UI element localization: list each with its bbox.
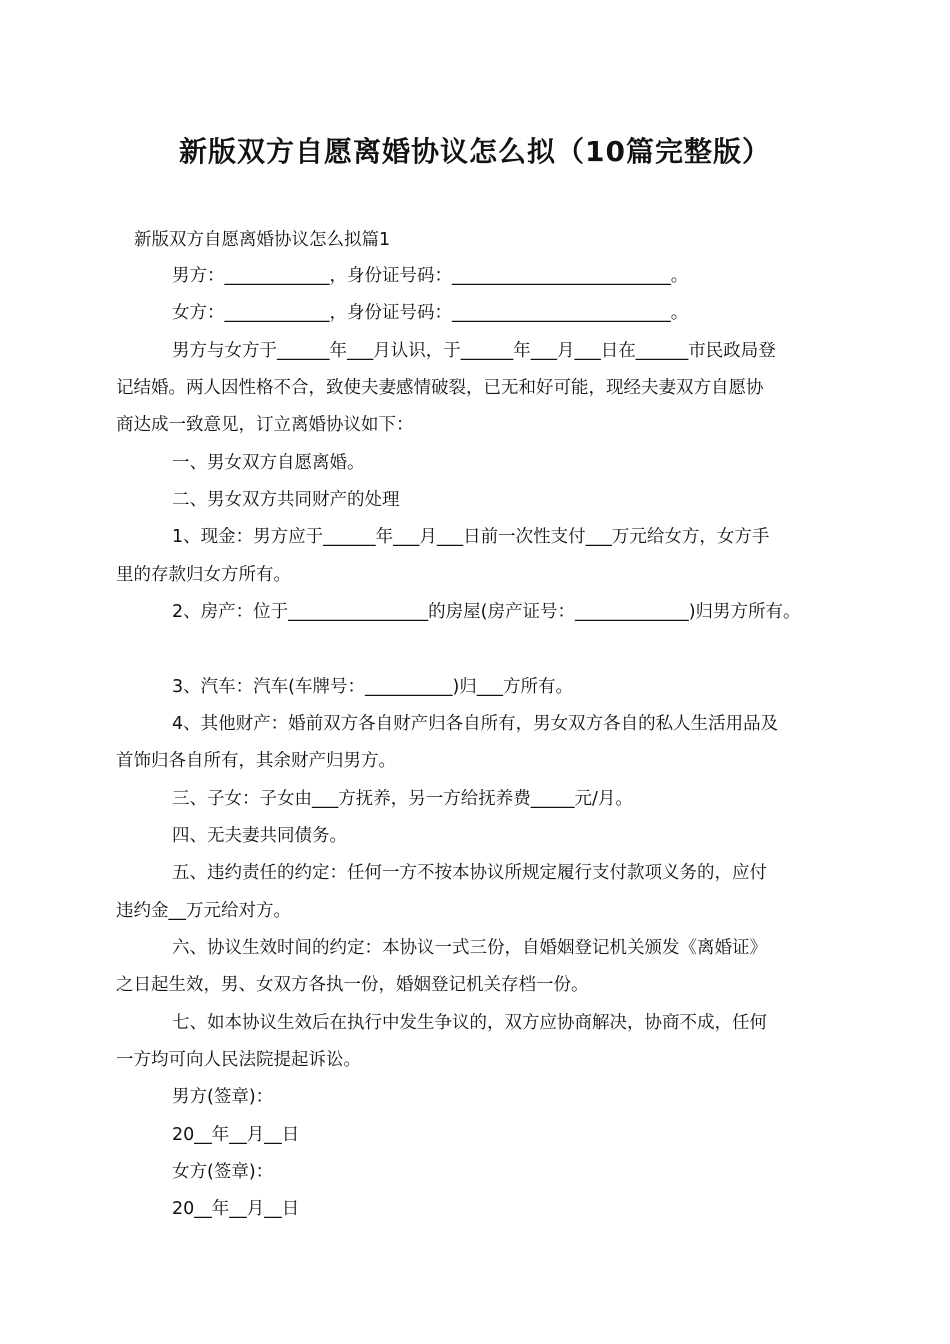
document-title: 新版双方自愿离婚协议怎么拟（10篇完整版） [179,135,771,168]
intro-paragraph-line-2: 记结婚。两人因性格不合，致使夫妻感情破裂，已无和好可能，现经夫妻双方自愿协 [116,378,764,398]
property-clause: 2、房产：位于________________的房屋(房产证号：_____________)归男方所有。 [172,602,801,622]
cash-clause-line-2: 里的存款归女方所有。 [116,565,291,585]
other-property-line-2: 首饰归各自所有，其余财产归男方。 [116,751,396,771]
car-clause: 3、汽车：汽车(车牌号：__________)归___方所有。 [172,677,574,697]
intro-paragraph-line-3: 商达成一致意见，订立离婚协议如下： [116,415,414,435]
cash-clause-line-1: 1、现金：男方应于______年___月___日前一次性支付___万元给女方，女方手 [172,527,770,547]
male-party-line: 男方：____________，身份证号码：_________________________。 [172,266,689,286]
male-signature-label: 男方(签章)： [172,1087,274,1107]
clause-2-heading: 二、男女双方共同财产的处理 [172,490,400,510]
male-signature-date: 20__年__月__日 [172,1125,300,1145]
section-heading: 新版双方自愿离婚协议怎么拟篇1 [134,230,391,250]
children-clause: 三、子女：子女由___方抚养，另一方给抚养费_____元/月。 [172,789,633,809]
dispute-clause-line-1: 七、如本协议生效后在执行中发生争议的，双方应协商解决，协商不成，任何 [172,1013,767,1033]
effective-clause-line-1: 六、协议生效时间的约定：本协议一式三份，自婚姻登记机关颁发《离婚证》 [172,938,767,958]
clause-1: 一、男女双方自愿离婚。 [172,453,365,473]
breach-clause-line-2: 违约金__万元给对方。 [116,901,291,921]
female-party-line: 女方：____________，身份证号码：_________________________。 [172,303,689,323]
dispute-clause-line-2: 一方均可向人民法院提起诉讼。 [116,1050,361,1070]
female-signature-date: 20__年__月__日 [172,1199,300,1219]
effective-clause-line-2: 之日起生效，男、女双方各执一份，婚姻登记机关存档一份。 [116,975,589,995]
female-signature-label: 女方(签章)： [172,1162,274,1182]
other-property-line-1: 4、其他财产：婚前双方各自财产归各自所有，男女双方各自的私人生活用品及 [172,714,779,734]
intro-paragraph-line-1: 男方与女方于______年___月认识，于______年___月___日在______市民政局登 [172,341,776,361]
debt-clause: 四、无夫妻共同债务。 [172,826,347,846]
breach-clause-line-1: 五、违约责任的约定：任何一方不按本协议所规定履行支付款项义务的，应付 [172,863,767,883]
